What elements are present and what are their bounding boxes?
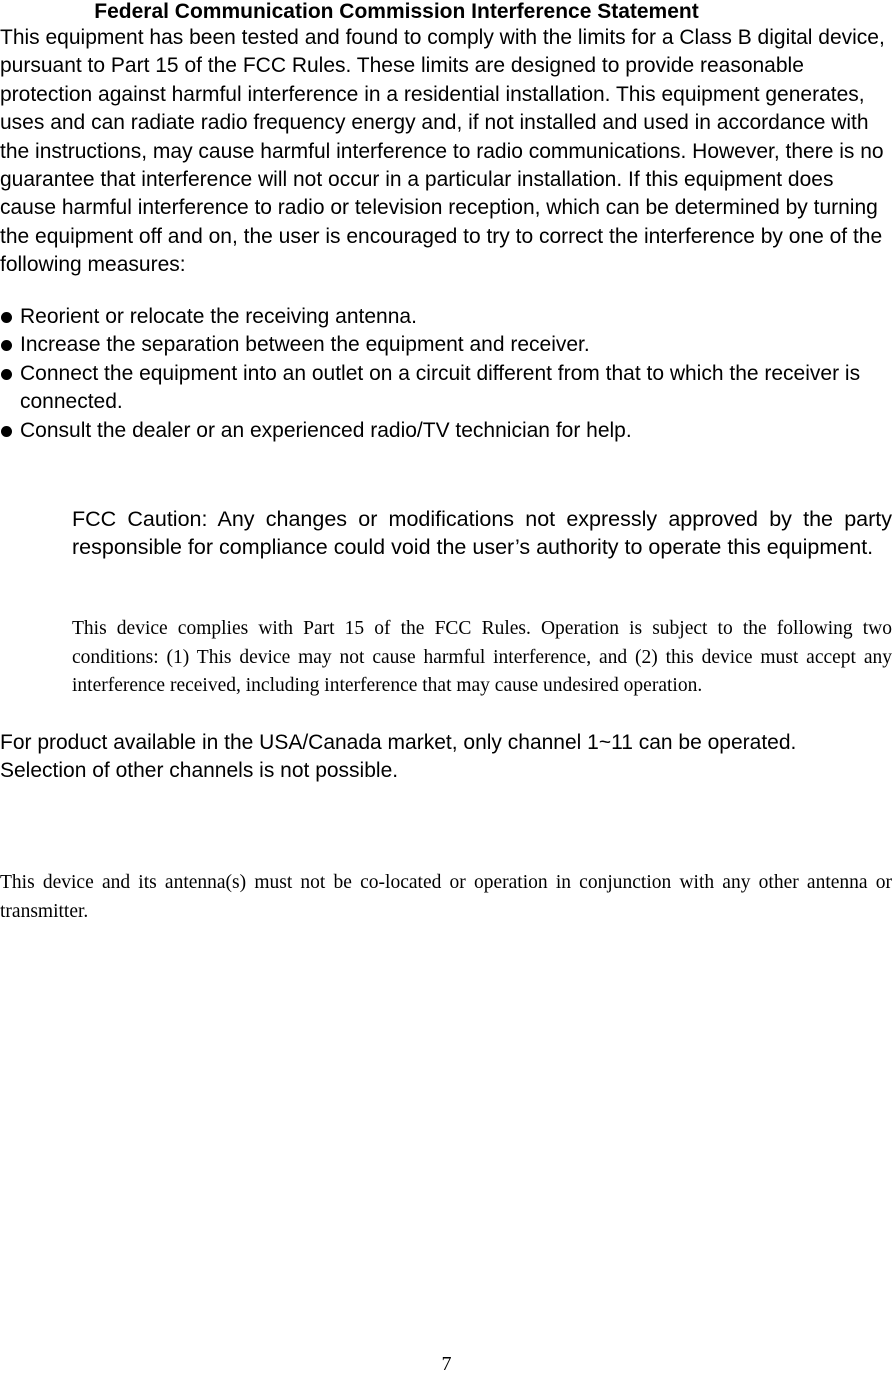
page-number: 7 — [441, 1353, 452, 1375]
measure-item — [0, 360, 885, 417]
measure-item — [0, 303, 885, 331]
measures-list — [0, 303, 885, 445]
colocation-paragraph: This device and its antenna(s) must not be co-located or operation in conjunction with any other antenna or transmitter. — [0, 872, 892, 922]
measure-text: Consult the dealer or an experienced radio/TV technician for help. — [20, 418, 632, 442]
usa-canada-channel-paragraph: For product available in the USA/Canada market, only channel 1~11 can be operated. Selection of other channels is not possible. — [0, 731, 797, 783]
bullet-icon — [1, 369, 12, 380]
bullet-icon — [1, 426, 12, 437]
measure-text: Increase the separation between the equipment and receiver. — [20, 333, 590, 357]
bullet-icon — [1, 312, 12, 323]
measure-item — [0, 331, 885, 359]
fcc-caution-paragraph: FCC Caution: Any changes or modifications not expressly approved by the party responsible for compliance could void the user’s authority to operate this equipment. — [72, 507, 892, 560]
part15-compliance-paragraph: This device complies with Part 15 of the FCC Rules. Operation is subject to the following two conditions: (1) This device may not cause harmful interference, and (2) this device must accept any interference received, including interference that may cause undesired operation. — [72, 618, 892, 697]
measure-text: Reorient or relocate the receiving antenna. — [20, 305, 417, 328]
measure-text: Connect the equipment into an outlet on a circuit different from that to which the receiver is connected. — [20, 361, 861, 414]
measure-item — [0, 417, 885, 445]
bullet-icon — [1, 340, 12, 351]
intro-paragraph: This equipment has been tested and found to comply with the limits for a Class B digital device, pursuant to Part 15 of the FCC Rules. These limits are designed to provide reasonable protection against harmful interference in a residential installation. This equipment generates, uses and can radiate radio frequency energy and, if not installed and used in accordance with the instructions, may cause harmful interference to radio communications. However, there is no guarantee that interference will not occur in a particular installation. If this equipment does cause harmful interference to radio or television reception, which can be determined by turning the equipment off and on, the user is encouraged to try to correct the interference by one of the following measures: — [0, 26, 885, 277]
document-title: Federal Communication Commission Interference Statement — [94, 0, 699, 23]
